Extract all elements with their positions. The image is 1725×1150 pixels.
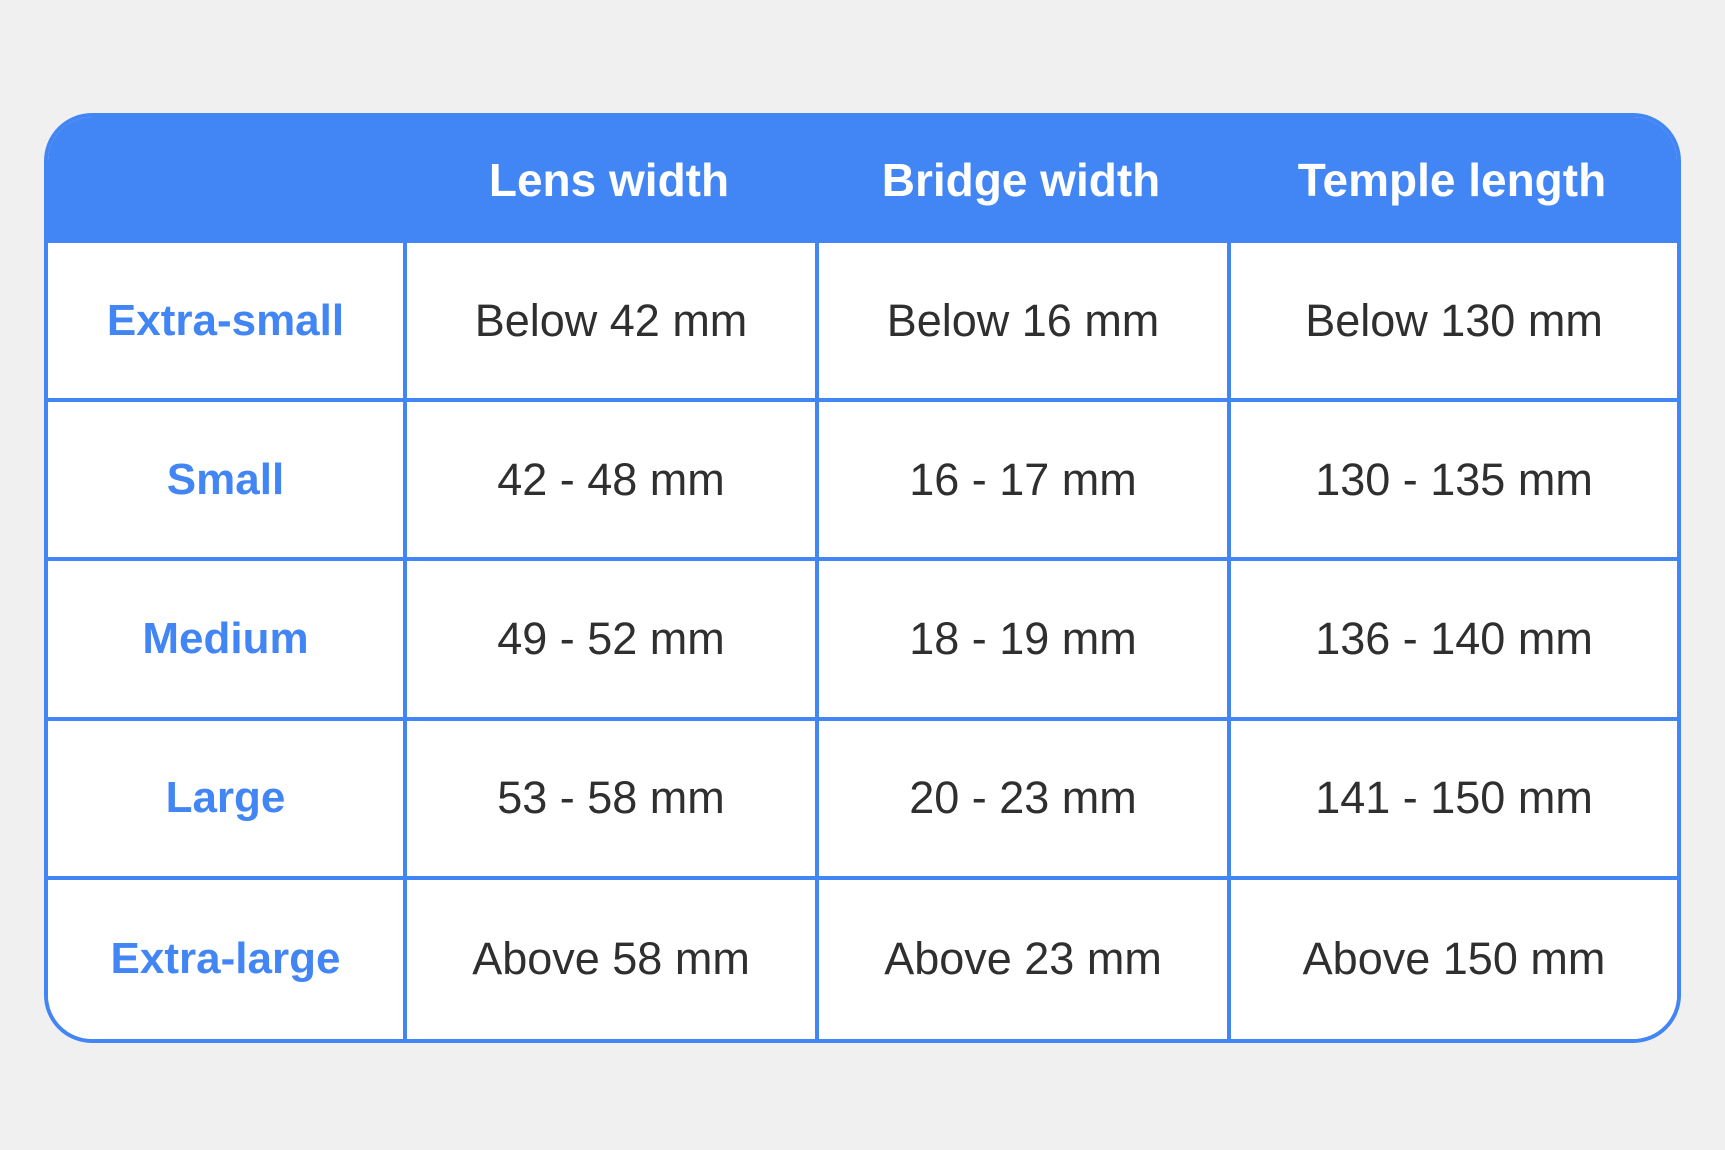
cell-small-bridge-width: 16 - 17 mm [815, 402, 1227, 561]
column-header-temple-length: Temple length [1227, 117, 1677, 243]
column-header-bridge-width: Bridge width [815, 117, 1227, 243]
column-header-blank [48, 117, 403, 243]
cell-small-lens-width: 42 - 48 mm [403, 402, 815, 561]
row-label-small: Small [48, 402, 403, 561]
cell-large-lens-width: 53 - 58 mm [403, 721, 815, 880]
cell-large-bridge-width: 20 - 23 mm [815, 721, 1227, 880]
cell-extra-small-lens-width: Below 42 mm [403, 243, 815, 402]
row-label-extra-large: Extra-large [48, 880, 403, 1039]
cell-small-temple-length: 130 - 135 mm [1227, 402, 1677, 561]
cell-medium-temple-length: 136 - 140 mm [1227, 561, 1677, 720]
size-guide-grid [48, 117, 1677, 1039]
row-label-large: Large [48, 721, 403, 880]
cell-extra-small-bridge-width: Below 16 mm [815, 243, 1227, 402]
cell-medium-bridge-width: 18 - 19 mm [815, 561, 1227, 720]
cell-extra-small-temple-length: Below 130 mm [1227, 243, 1677, 402]
cell-extra-large-bridge-width: Above 23 mm [815, 880, 1227, 1039]
cell-medium-lens-width: 49 - 52 mm [403, 561, 815, 720]
column-header-lens-width: Lens width [403, 117, 815, 243]
row-label-extra-small: Extra-small [48, 243, 403, 402]
cell-large-temple-length: 141 - 150 mm [1227, 721, 1677, 880]
row-label-medium: Medium [48, 561, 403, 720]
cell-extra-large-lens-width: Above 58 mm [403, 880, 815, 1039]
cell-extra-large-temple-length: Above 150 mm [1227, 880, 1677, 1039]
size-guide-table [44, 113, 1681, 1043]
